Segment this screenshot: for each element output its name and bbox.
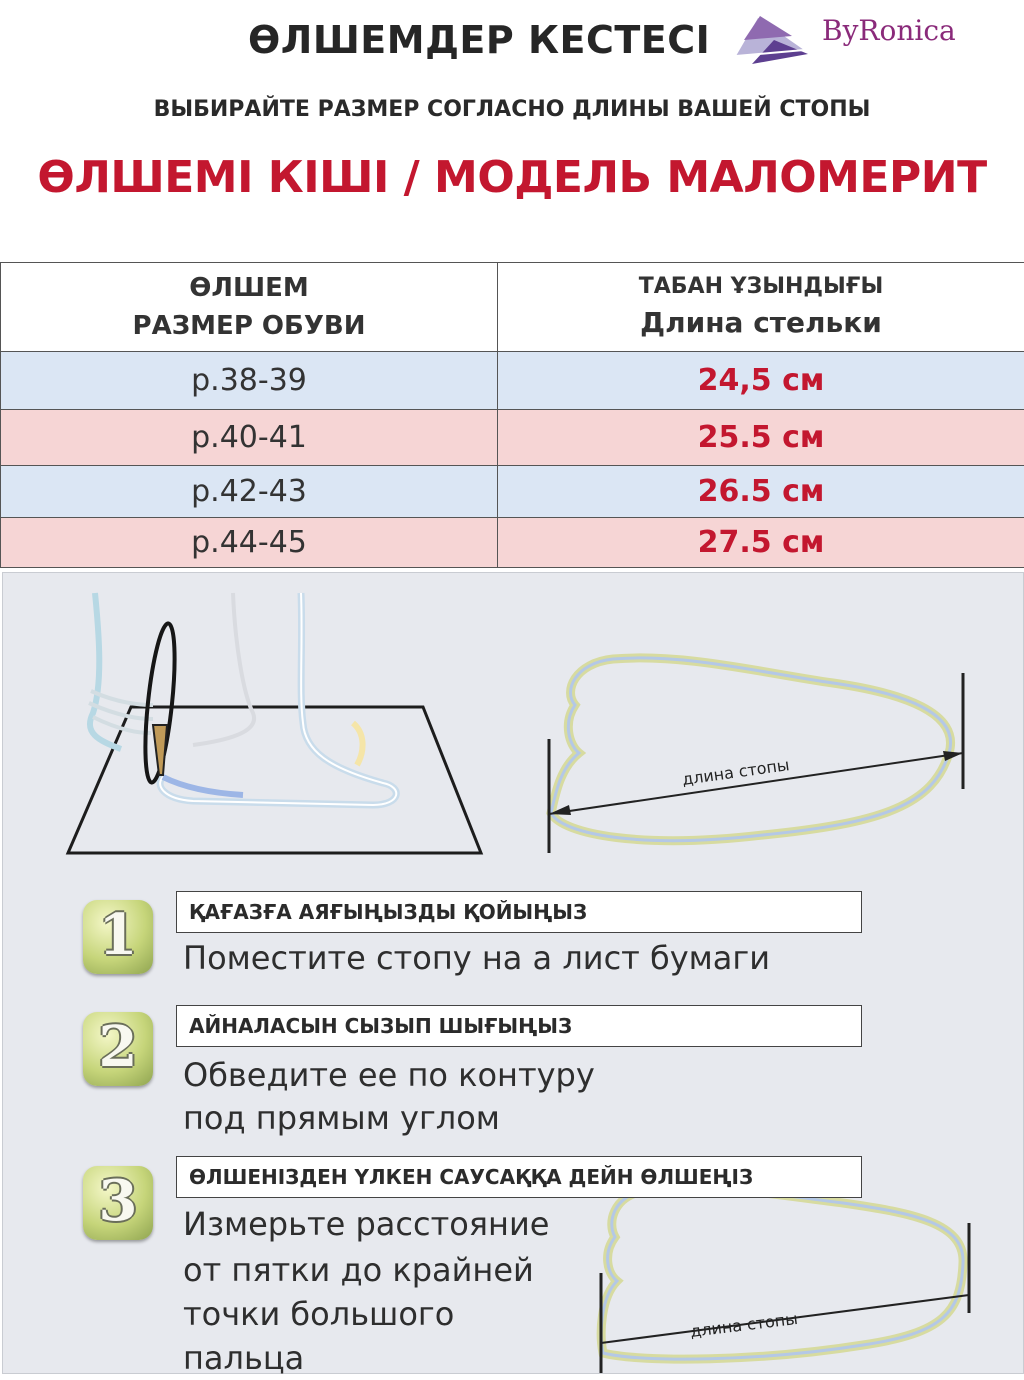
length-header-kz: ТАБАН ҰЗЫНДЫҒЫ: [498, 271, 1024, 303]
foot-on-paper-icon: [89, 593, 396, 805]
size-table: [0, 262, 1024, 568]
table-row: [1, 410, 1024, 466]
length-header-ru: Длина стельки: [498, 303, 1024, 343]
step-number: 2: [83, 1014, 153, 1080]
page-title: ӨЛШЕМДЕР КЕСТЕСІ: [248, 18, 710, 62]
brand-name: ByRonica: [822, 14, 956, 47]
step-2-ru-text: под прямым углом: [183, 1096, 500, 1140]
step-2-ru-text: Обведите ее по контуру: [183, 1053, 595, 1097]
size-cell: р.42-43: [1, 466, 498, 518]
step-2-kz-box: [176, 1005, 862, 1047]
step-3-kz-box: [176, 1156, 862, 1198]
header: [0, 0, 1024, 250]
measure-label: длина стопы: [681, 755, 791, 789]
size-column-header: [1, 263, 498, 352]
step-kz-text: АЙНАЛАСЫН СЫЗЫП ШЫҒЫҢЫЗ: [189, 1014, 572, 1038]
step-number: 1: [83, 902, 153, 968]
size-warning: ӨЛШЕМІ КІШІ / МОДЕЛЬ МАЛОМЕРИТ: [0, 152, 1024, 203]
step-3-badge: [83, 1166, 153, 1240]
measure-label: длина стопы: [689, 1309, 799, 1341]
length-cell: 25.5 см: [498, 410, 1024, 466]
length-cell: 27.5 см: [498, 518, 1024, 568]
step-kz-text: ҚАҒАЗҒА АЯҒЫҢЫЗДЫ ҚОЙЫҢЫЗ: [189, 900, 587, 924]
step-2-badge: [83, 1012, 153, 1086]
subtitle: ВЫБИРАЙТЕ РАЗМЕР СОГЛАСНО ДЛИНЫ ВАШЕЙ СТОПЫ: [0, 97, 1024, 122]
step-3-ru-text: от пятки до крайней: [183, 1248, 534, 1292]
brand-logo-icon: [730, 10, 810, 68]
size-cell: р.44-45: [1, 518, 498, 568]
footprint-small-icon: [601, 1187, 969, 1373]
step-kz-text: ӨЛШЕНІЗДЕН ҮЛКЕН САУСАҚҚА ДЕЙН ӨЛШЕҢІЗ: [189, 1165, 753, 1189]
table-header-row: [1, 263, 1024, 352]
step-1-ru-text: Поместите стопу на а лист бумаги: [183, 936, 770, 980]
step-1-kz-box: [176, 891, 862, 933]
step-number: 3: [83, 1168, 153, 1234]
footprint-icon: [549, 658, 963, 853]
size-cell: р.40-41: [1, 410, 498, 466]
step-3-ru-text: пальца: [183, 1336, 304, 1380]
step-3-ru-text: Измерьте расстояние: [183, 1202, 549, 1246]
step-1-badge: [83, 900, 153, 974]
size-header-kz: ӨЛШЕМ: [1, 269, 497, 307]
length-column-header: [498, 263, 1024, 352]
table-row: [1, 466, 1024, 518]
size-header-ru: РАЗМЕР ОБУВИ: [1, 307, 497, 345]
step-3-ru-text: точки большого: [183, 1292, 454, 1336]
table-row: [1, 352, 1024, 410]
length-cell: 26.5 см: [498, 466, 1024, 518]
table-row: [1, 518, 1024, 568]
length-cell: 24,5 см: [498, 352, 1024, 410]
size-cell: р.38-39: [1, 352, 498, 410]
